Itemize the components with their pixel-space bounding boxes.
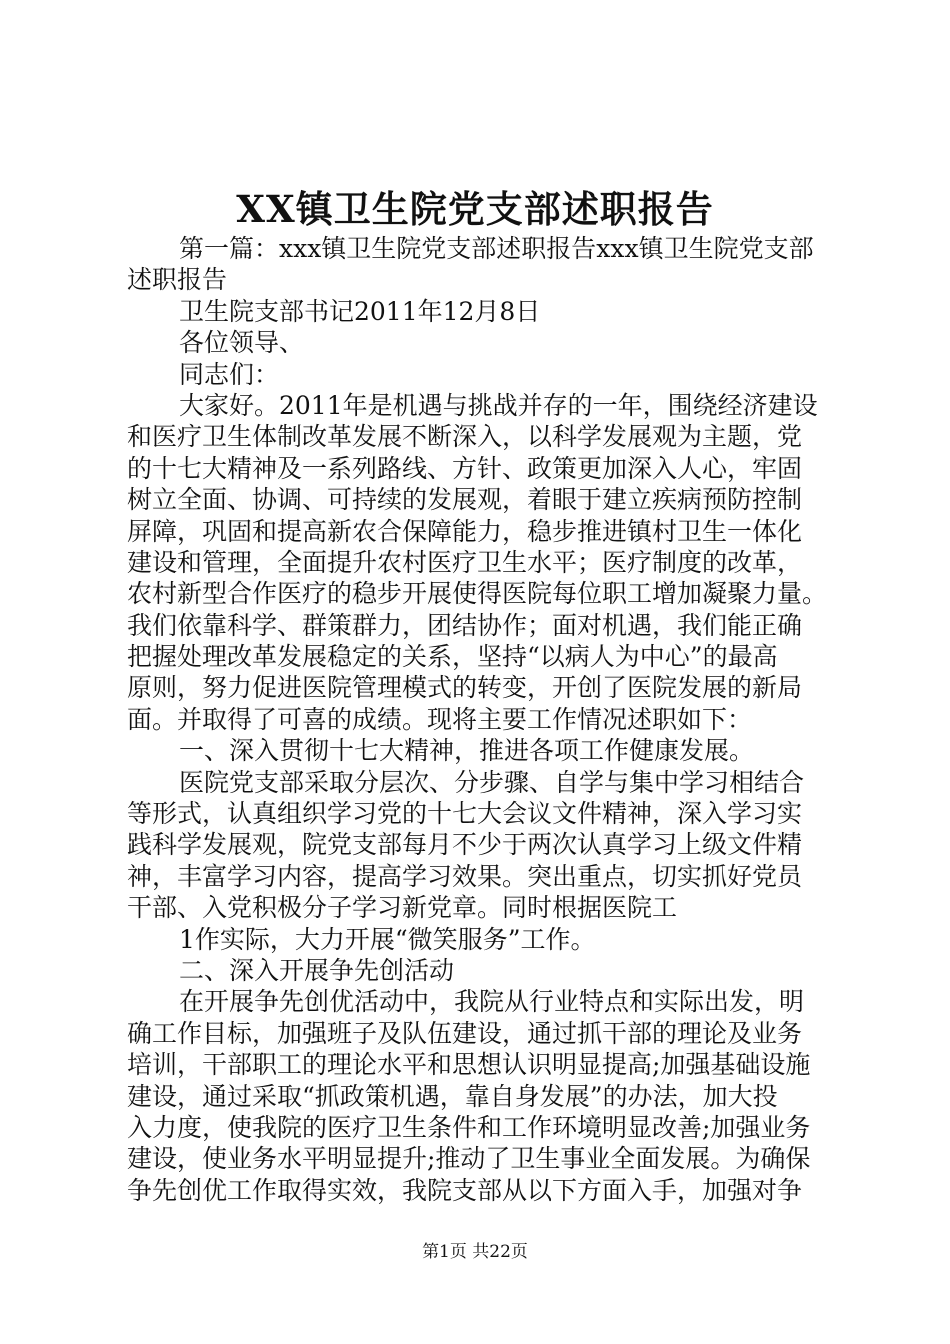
body-line: 在开展争先创优活动中，我院从行业特点和实际出发，明 bbox=[179, 987, 805, 1017]
body-line: 等形式，认真组织学习党的十七大会议文件精神，深入学习实 bbox=[127, 799, 803, 829]
page-footer: 第1页 共22页 bbox=[422, 1242, 528, 1262]
body-line: 建设和管理，全面提升农村医疗卫生水平；医疗制度的改革， bbox=[127, 547, 803, 577]
body-line: 的十七大精神及一系列路线、方针、政策更加深入人心，牢固 bbox=[127, 453, 803, 483]
body-line: 树立全面、协调、可持续的发展观，着眼于建立疾病预防控制 bbox=[127, 485, 803, 515]
body-line: 屏障，巩固和提高新农合保障能力，稳步推进镇村卫生一体化 bbox=[127, 516, 803, 546]
body-line: 和医疗卫生体制改革发展不断深入，以科学发展观为主题，党 bbox=[127, 422, 803, 452]
body-line: 建设，通过采取“抓政策机遇，靠自身发展”的办法，加大投 bbox=[127, 1081, 778, 1111]
body-line: 同志们： bbox=[179, 359, 280, 389]
body-line: 大家好。2011年是机遇与挑战并存的一年，围绕经济建设 bbox=[179, 390, 818, 420]
body-line: 1作实际，大力开展“微笑服务”工作。 bbox=[179, 924, 596, 954]
body-line: 面。并取得了可喜的成绩。现将主要工作情况述职如下： bbox=[127, 704, 753, 734]
body-line: 我们依靠科学、群策群力，团结协作；面对机遇，我们能正确 bbox=[127, 610, 803, 640]
body-line: 争先创优工作取得实效，我院支部从以下方面入手，加强对争 bbox=[127, 1175, 803, 1205]
body-line: 干部、入党积极分子学习新党章。同时根据医院工 bbox=[127, 893, 678, 923]
body-line: 各位领导、 bbox=[179, 328, 305, 358]
body-line: 第一篇：xxx镇卫生院党支部述职报告xxx镇卫生院党支部 bbox=[179, 234, 814, 263]
body-line: 原则，努力促进医院管理模式的转变，开创了医院发展的新局 bbox=[127, 673, 803, 703]
body-line: 农村新型合作医疗的稳步开展使得医院每位职工增加凝聚力量。 bbox=[127, 579, 828, 609]
body-line: 卫生院支部书记2011年12月8日 bbox=[179, 296, 541, 326]
section-heading: 一、深入贯彻十七大精神，推进各项工作健康发展。 bbox=[179, 736, 755, 766]
body-line: 确工作目标，加强班子及队伍建设，通过抓干部的理论及业务 bbox=[127, 1018, 803, 1048]
body-line: 建设，使业务水平明显提升;推动了卫生事业全面发展。为确保 bbox=[127, 1144, 811, 1174]
section-heading: 二、深入开展争先创活动 bbox=[179, 955, 455, 985]
body-line: 入力度，使我院的医疗卫生条件和工作环境明显改善;加强业务 bbox=[127, 1112, 811, 1142]
body-line: 培训，干部职工的理论水平和思想认识明显提高;加强基础设施 bbox=[127, 1050, 811, 1080]
body-line: 述职报告 bbox=[127, 265, 228, 295]
body-line: 践科学发展观，院党支部每月不少于两次认真学习上级文件精 bbox=[127, 830, 803, 860]
document-body bbox=[127, 233, 839, 1206]
document-title: XX镇卫生院党支部述职报告 bbox=[236, 187, 714, 231]
body-line: 医院党支部采取分层次、分步骤、自学与集中学习相结合 bbox=[179, 767, 805, 797]
body-line: 把握处理改革发展稳定的关系，坚持“以病人为中心”的最高 bbox=[127, 642, 778, 672]
body-line: 神，丰富学习内容，提高学习效果。突出重点，切实抓好党员 bbox=[127, 861, 803, 891]
